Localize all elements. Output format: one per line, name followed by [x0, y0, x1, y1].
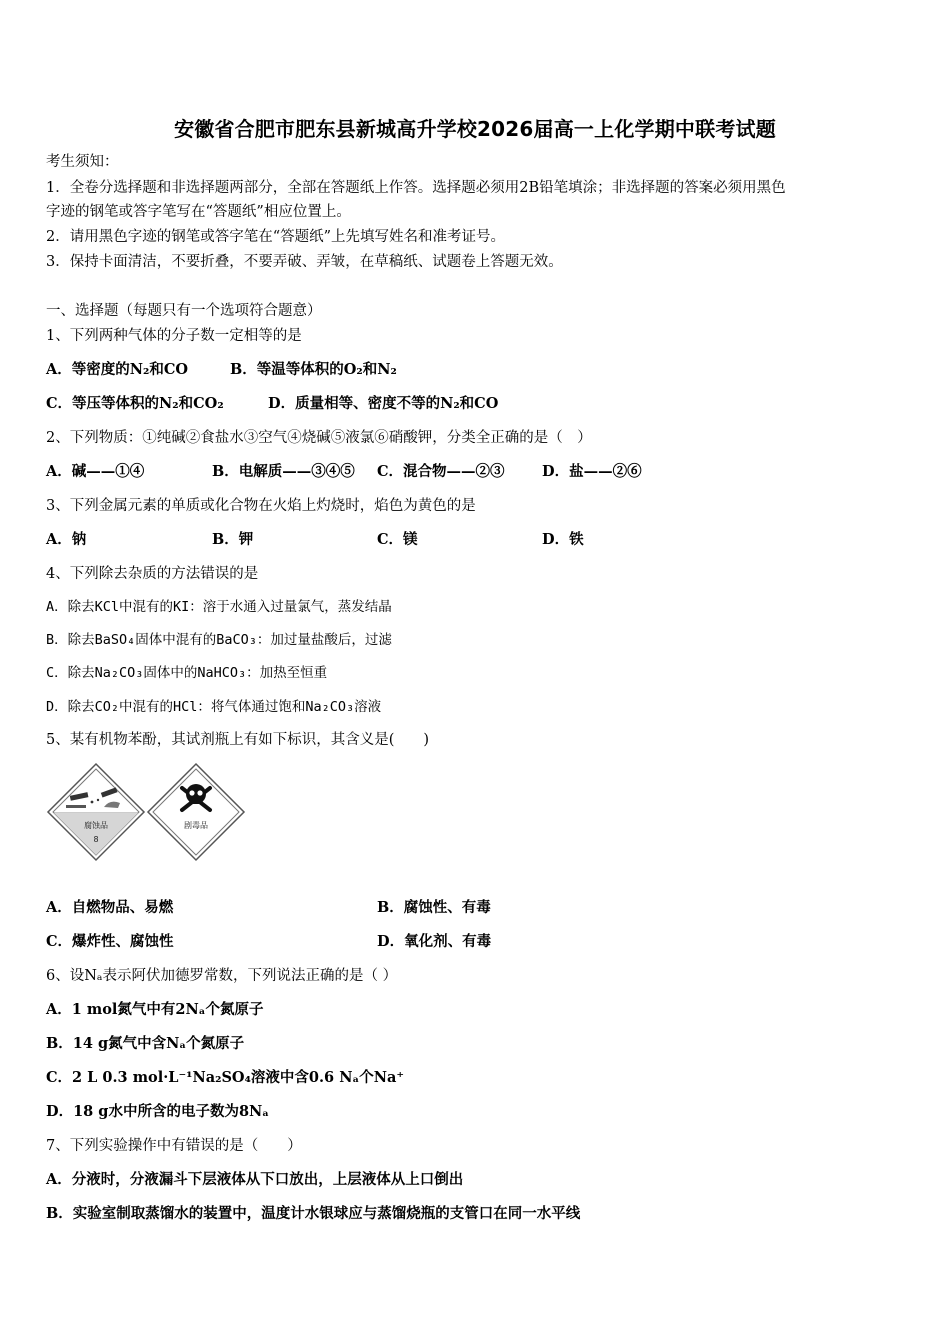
q6-option-a: A．1 mol氮气中有2Nₐ个氮原子 — [46, 1001, 264, 1018]
q3-option-c: C．镁 — [377, 531, 418, 548]
q1-option-a: A．等密度的N₂和CO — [46, 361, 189, 378]
q3-option-b: B．钾 — [212, 531, 254, 548]
toxic-icon — [148, 764, 244, 860]
section-heading: 一、选择题（每题只有一个选项符合题意） — [46, 303, 322, 319]
q5-option-a: A．自燃物品、易燃 — [46, 899, 174, 916]
q6-option-b: B．14 g氮气中含Nₐ个氮原子 — [46, 1035, 245, 1052]
q2-stem: 2、下列物质：①纯碱②食盐水③空气④烧碱⑤液氯⑥硝酸钾，分类全正确的是（ ） — [46, 430, 592, 446]
notice-item-3: 3．保持卡面清洁，不要折叠，不要弄破、弄皱，在草稿纸、试题卷上答题无效。 — [46, 254, 563, 270]
q4-option-c: C．除去Na₂CO₃固体中的NaHCO₃：加热至恒重 — [46, 665, 328, 681]
q6-option-d: D．18 g水中所含的电子数为8Nₐ — [46, 1103, 270, 1120]
notice-item-1: 1．全卷分选择题和非选择题两部分，全部在答题纸上作答。选择题必须用2B铅笔填涂；非选择题的答案必须用黑色 — [46, 180, 786, 196]
q1-option-b: B．等温等体积的O₂和N₂ — [230, 361, 397, 378]
q6-stem: 6、设Nₐ表示阿伏加德罗常数，下列说法正确的是（ ） — [46, 968, 398, 984]
q5-option-c: C．爆炸性、腐蚀性 — [46, 933, 174, 950]
q5-option-d: D．氧化剂、有毒 — [377, 933, 492, 950]
q4-option-a: A．除去KCl中混有的KI：溶于水通入过量氯气，蒸发结晶 — [46, 599, 392, 615]
q3-stem: 3、下列金属元素的单质或化合物在火焰上灼烧时，焰色为黄色的是 — [46, 498, 476, 514]
toxic-label: 剧毒品 — [184, 821, 208, 830]
q2-option-d: D．盐——②⑥ — [542, 463, 642, 480]
corrosive-icon — [48, 764, 144, 860]
q1-stem: 1、下列两种气体的分子数一定相等的是 — [46, 328, 302, 344]
q3-option-d: D．铁 — [542, 531, 584, 548]
notice-heading: 考生须知： — [46, 154, 119, 170]
q2-option-a: A．碱——①④ — [46, 463, 145, 480]
q4-stem: 4、下列除去杂质的方法错误的是 — [46, 566, 259, 582]
notice-item-1-cont: 字迹的钢笔或答字笔写在“答题纸”相应位置上。 — [46, 204, 351, 220]
q2-option-b: B．电解质——③④⑤ — [212, 463, 355, 480]
q5-option-b: B．腐蚀性、有毒 — [377, 899, 491, 916]
corrosive-label: 腐蚀品 — [84, 821, 108, 830]
q3-option-a: A．钠 — [46, 531, 87, 548]
hazard-labels — [46, 762, 250, 862]
q2-option-c: C．混合物——②③ — [377, 463, 505, 480]
q7-stem: 7、下列实验操作中有错误的是（ ） — [46, 1138, 302, 1154]
q4-option-d: D．除去CO₂中混有的HCl：将气体通过饱和Na₂CO₃溶液 — [46, 699, 382, 715]
q4-option-b: B．除去BaSO₄固体中混有的BaCO₃：加过量盐酸后，过滤 — [46, 632, 392, 648]
q7-option-b: B．实验室制取蒸馏水的装置中，温度计水银球应与蒸馏烧瓶的支管口在同一水平线 — [46, 1205, 581, 1222]
q5-stem: 5、某有机物苯酚，其试剂瓶上有如下标识，其含义是( ) — [46, 732, 430, 748]
q1-option-c: C．等压等体积的N₂和CO₂ — [46, 395, 224, 412]
q7-option-a: A．分液时，分液漏斗下层液体从下口放出，上层液体从上口倒出 — [46, 1171, 464, 1188]
q1-option-d: D．质量相等、密度不等的N₂和CO — [268, 395, 499, 412]
notice-item-2: 2．请用黑色字迹的钢笔或答字笔在“答题纸”上先填写姓名和准考证号。 — [46, 229, 506, 245]
page-title: 安徽省合肥市肥东县新城高升学校2026届高一上化学期中联考试题 — [174, 117, 776, 141]
corrosive-class-number: 8 — [93, 835, 99, 844]
q6-option-c: C．2 L 0.3 mol·L⁻¹Na₂SO₄溶液中含0.6 Nₐ个Na⁺ — [46, 1069, 405, 1086]
